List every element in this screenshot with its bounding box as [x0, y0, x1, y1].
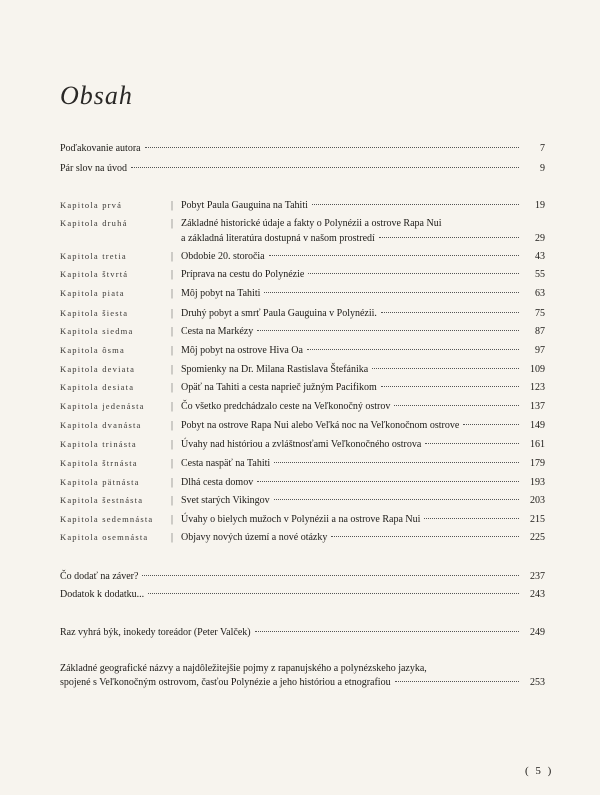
toc-entry-essay	[60, 626, 545, 639]
chapter-label: Kapitola štvrtá	[60, 269, 129, 279]
separator: |	[171, 458, 174, 469]
separator: |	[171, 218, 174, 229]
separator: |	[171, 477, 174, 488]
chapter-label: Kapitola šiesta	[60, 308, 129, 318]
toc-entry-page: 7	[540, 143, 545, 154]
separator: |	[171, 345, 174, 356]
leader-dots	[142, 575, 519, 576]
chapter-page: 29	[535, 233, 545, 244]
chapter-title: Svet starých Vikingov	[181, 495, 270, 506]
chapter-label: Kapitola sedemnásta	[60, 514, 154, 524]
separator: |	[171, 382, 174, 393]
chapter-title: Môj pobyt na Tahiti	[181, 288, 261, 299]
glossary-line: Základné geografické názvy a najdôležitejšie pojmy z rapanujského a polynézskeho jazyka,	[60, 663, 427, 674]
leader-dots	[274, 499, 519, 500]
chapter-label: Kapitola piata	[60, 288, 125, 298]
toc-entry-text: Pár slov na úvod	[60, 163, 127, 174]
chapter-page: 137	[530, 401, 545, 412]
chapter-title: Základné historické údaje a fakty o Polynézii a ostrove Rapa Nui	[181, 218, 442, 229]
chapter-page: 179	[530, 458, 545, 469]
chapter-title: Príprava na cestu do Polynézie	[181, 269, 305, 280]
leader-dots	[312, 204, 519, 205]
chapter-label: Kapitola deviata	[60, 364, 136, 374]
toc-entry-text: Raz vyhrá býk, inokedy toreádor (Peter Valček)	[60, 627, 251, 638]
separator: |	[171, 532, 174, 543]
chapter-label: Kapitola siedma	[60, 326, 134, 336]
chapter-page: 193	[530, 477, 545, 488]
chapter-title: Dlhá cesta domov	[181, 477, 254, 488]
leader-dots	[269, 255, 519, 256]
chapter-title: a základná literatúra dostupná v našom prostredí	[181, 233, 375, 244]
chapter-title: Cesta na Markézy	[181, 326, 254, 337]
chapter-page: 97	[535, 345, 545, 356]
chapter-title: Cesta naspäť na Tahiti	[181, 458, 271, 469]
toc-entry-page: 243	[530, 589, 545, 600]
chapter-title: Spomienky na Dr. Milana Rastislava Štefánika	[181, 364, 369, 375]
chapter-page: 55	[535, 269, 545, 280]
leader-dots	[331, 536, 519, 537]
chapter-label: Kapitola jedenásta	[60, 401, 145, 411]
leader-dots	[395, 681, 519, 682]
leader-dots	[381, 386, 519, 387]
chapter-label: Kapitola pätnásta	[60, 477, 140, 487]
leader-dots	[381, 312, 519, 313]
chapter-title: Objavy nových území a nové otázky	[181, 532, 328, 543]
chapter-title: Úvahy nad históriou a zvláštnosťami Veľkonočného ostrova	[181, 439, 422, 450]
toc-entry-page: 9	[540, 163, 545, 174]
toc-entry-text: Poďakovanie autora	[60, 143, 141, 154]
separator: |	[171, 439, 174, 450]
chapter-label: Kapitola dvanásta	[60, 420, 142, 430]
chapter-page: 123	[530, 382, 545, 393]
separator: |	[171, 308, 174, 319]
leader-dots	[131, 167, 519, 168]
separator: |	[171, 200, 174, 211]
toc-entry-glossary	[60, 662, 545, 690]
separator: |	[171, 251, 174, 262]
leader-dots	[394, 405, 519, 406]
toc-entry-intro	[60, 162, 545, 175]
glossary-line: spojené s Veľkonočným ostrovom, časťou Polynézie a jeho históriou a etnografiou	[60, 677, 391, 688]
chapter-page: 225	[530, 532, 545, 543]
chapter-title: Pobyt na ostrove Rapa Nui alebo Veľká noc na Veľkonočnom ostrove	[181, 420, 460, 431]
chapter-title: Pobyt Paula Gauguina na Tahiti	[181, 200, 308, 211]
toc-entry-page: 249	[530, 627, 545, 638]
leader-dots	[257, 481, 519, 482]
leader-dots	[308, 273, 519, 274]
chapter-page: 109	[530, 364, 545, 375]
leader-dots	[148, 593, 519, 594]
chapter-label: Kapitola šestnásta	[60, 495, 144, 505]
leader-dots	[372, 368, 519, 369]
chapter-page: 75	[535, 308, 545, 319]
chapter-label: Kapitola tretia	[60, 251, 127, 261]
separator: |	[171, 269, 174, 280]
separator: |	[171, 495, 174, 506]
toc-entry-text: Dodatok k dodatku...	[60, 589, 145, 600]
chapter-label: Kapitola ôsma	[60, 345, 125, 355]
chapter-label: Kapitola prvá	[60, 200, 123, 210]
chapter-title: Obdobie 20. storočia	[181, 251, 265, 262]
leader-dots	[307, 349, 519, 350]
separator: |	[171, 420, 174, 431]
chapter-title: Druhý pobyt a smrť Paula Gauguina v Polynézii.	[181, 308, 377, 319]
toc-entry-text: Čo dodať na záver?	[60, 571, 139, 582]
chapter-label: Kapitola osemnásta	[60, 532, 149, 542]
chapter-label: Kapitola trinásta	[60, 439, 137, 449]
chapter-title: Úvahy o bielych mužoch v Polynézii a na ostrove Rapa Nui	[181, 514, 421, 525]
glossary-page: 253	[530, 677, 545, 688]
chapter-page: 43	[535, 251, 545, 262]
chapter-page: 215	[530, 514, 545, 525]
leader-dots	[264, 292, 519, 293]
chapter-page: 19	[535, 200, 545, 211]
chapter-page: 63	[535, 288, 545, 299]
separator: |	[171, 401, 174, 412]
toc-entry-addendum	[60, 588, 545, 601]
chapter-title: Môj pobyt na ostrove Hiva Oa	[181, 345, 303, 356]
toc-entry-acknowledgements	[60, 142, 545, 155]
separator: |	[171, 326, 174, 337]
chapter-label: Kapitola desiata	[60, 382, 135, 392]
chapter-page: 87	[535, 326, 545, 337]
toc-entry-conclusion	[60, 570, 545, 583]
page-number: ( 5 )	[525, 765, 554, 777]
chapter-title: Opäť na Tahiti a cesta naprieč južným Pacifikom	[181, 382, 377, 393]
chapter-page: 161	[530, 439, 545, 450]
leader-dots	[425, 443, 519, 444]
leader-dots	[379, 237, 519, 238]
chapter-label: Kapitola druhá	[60, 218, 128, 228]
separator: |	[171, 364, 174, 375]
toc-entry-page: 237	[530, 571, 545, 582]
leader-dots	[424, 518, 519, 519]
page-title: Obsah	[60, 81, 133, 111]
chapter-label: Kapitola štrnásta	[60, 458, 138, 468]
leader-dots	[257, 330, 519, 331]
leader-dots	[463, 424, 519, 425]
leader-dots	[255, 631, 519, 632]
separator: |	[171, 288, 174, 299]
chapter-title: Čo všetko predchádzalo ceste na Veľkonočný ostrov	[181, 401, 391, 412]
chapter-page: 149	[530, 420, 545, 431]
leader-dots	[145, 147, 519, 148]
separator: |	[171, 514, 174, 525]
chapter-page: 203	[530, 495, 545, 506]
leader-dots	[274, 462, 519, 463]
